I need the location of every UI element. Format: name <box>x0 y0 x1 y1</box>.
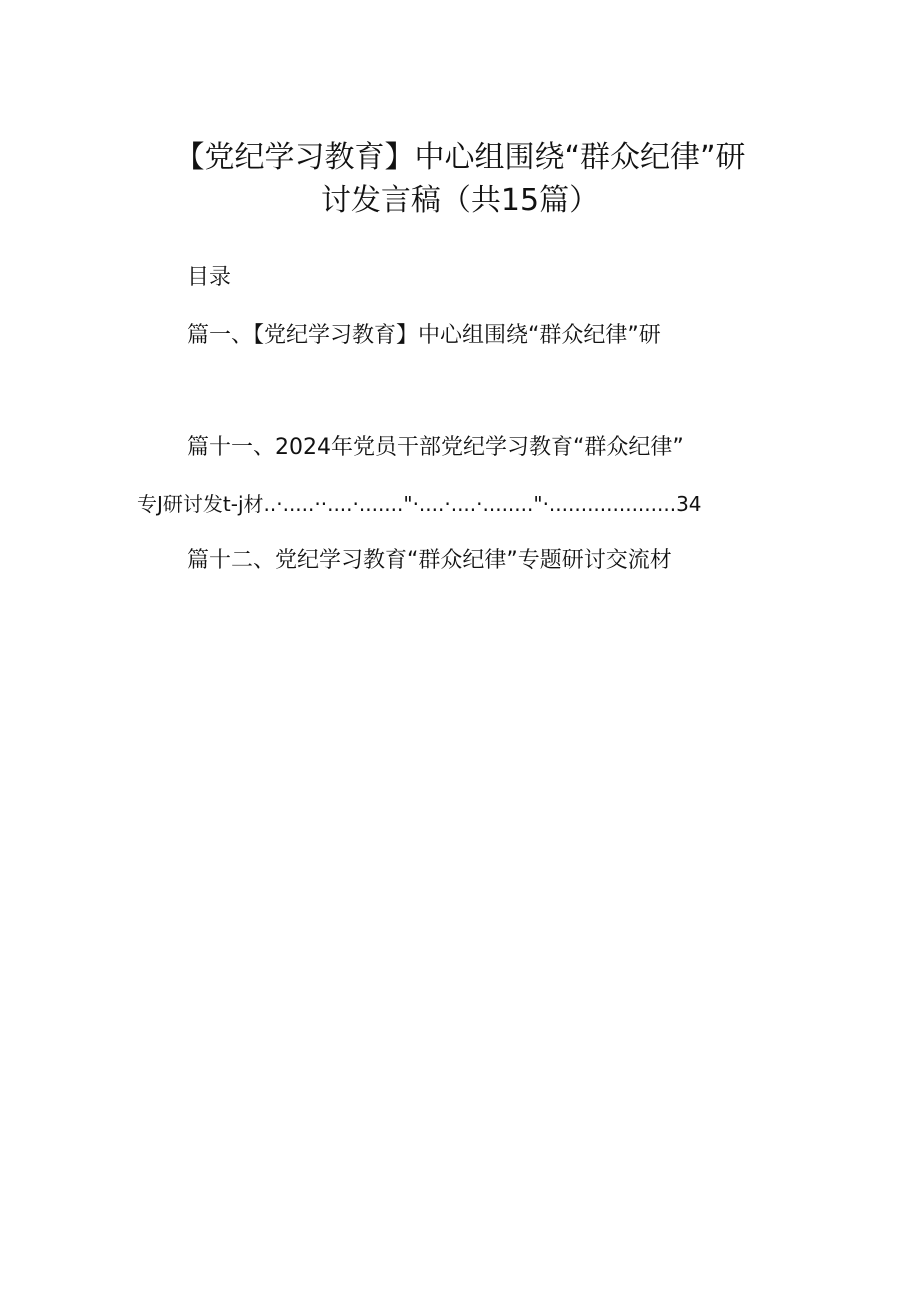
toc-heading: 目录 <box>187 265 232 290</box>
toc-entry-11-continuation[interactable]: 专J研讨发t-j材..·.....··....·......."·....·....·........"·....................34 <box>137 492 702 516</box>
toc-entry-12[interactable]: 篇十二、党纪学习教育“群众纪律”专题研讨交流材 <box>187 548 672 573</box>
toc-entry-11[interactable]: 篇十一、2024年党员干部党纪学习教育“群众纪律” <box>187 435 684 460</box>
toc-entry-1[interactable]: 篇一、【党纪学习教育】中心组围绕“群众纪律”研 <box>187 323 661 348</box>
document-title-line-1: 【党纪学习教育】中心组围绕“群众纪律”研 <box>174 140 746 175</box>
document-title-line-2: 讨发言稿（共15篇） <box>320 183 600 218</box>
